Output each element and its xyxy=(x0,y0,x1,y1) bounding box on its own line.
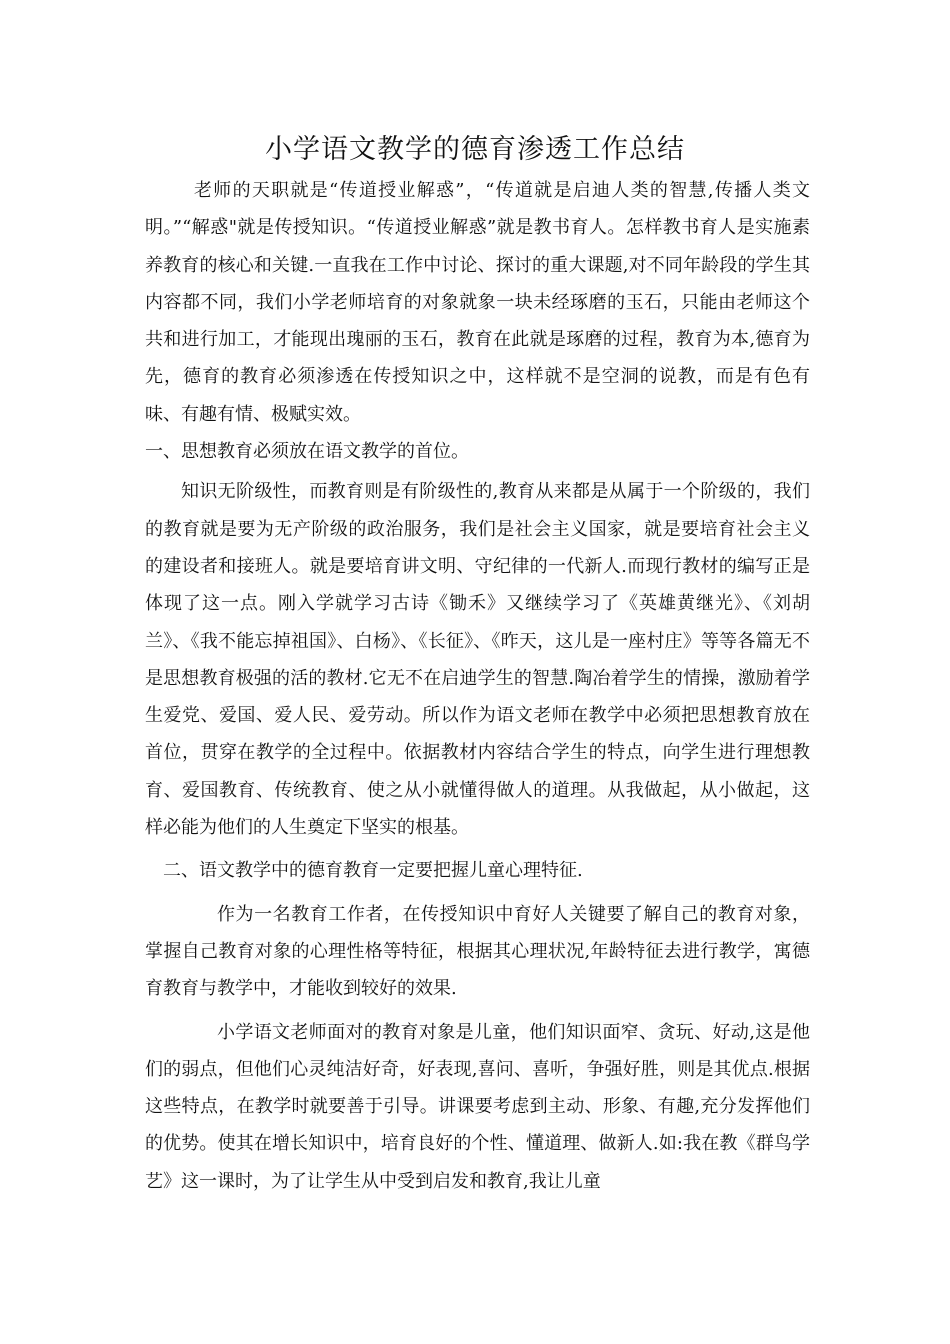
paragraph-section-2a: 作为一名教育工作者，在传授知识中育好人关键要了解自己的教育对象，掌握自己教育对象的心理性格等特征，根据其心理状况,年龄特征去进行教学，寓德育教育与教学中，才能收到较好的效果. xyxy=(145,903,810,1000)
document-title: 小学语文教学的德育渗透工作总结 xyxy=(265,134,685,165)
paragraph-intro: 老师的天职就是“传道授业解惑”，“传道就是启迪人类的智慧,传播人类文明。”“解惑"就是传授知识。“传道授业解惑”就是教书育人。怎样教书育人是实施素养教育的核心和关键.一直我在工作中讨论、探讨的重大课题,对不同年龄段的学生其内容都不同，我们小学老师培育的对象就象一块未经琢磨的玉石，只能由老师这个共和进行加工，才能现出瑰丽的玉石，教育在此就是琢磨的过程，教育为本,德育为先，德育的教育必须渗透在传授知识之中，这样就不是空洞的说教，而是有色有味、有趣有情、极赋实效。 xyxy=(145,180,810,425)
paragraph-section-2b: 小学语文老师面对的教育对象是儿童，他们知识面窄、贪玩、好动,这是他们的弱点，但他们心灵纯洁好奇，好表现,喜问、喜听，争强好胜，则是其优点.根据这些特点，在教学时就要善于引导。讲课要考虑到主动、形象、有趣,充分发挥他们的优势。使其在增长知识中，培育良好的个性、懂道理、做新人.如:我在教《群鸟学艺》这一课时，为了让学生从中受到启发和教育,我让儿童 xyxy=(145,1021,810,1192)
section-heading-1: 一、思想教育必须放在语文教学的首位。 xyxy=(145,441,469,463)
document-body xyxy=(145,172,810,1200)
section-heading-2: 二、语文教学中的德育教育一定要把握儿童心理特征. xyxy=(163,860,583,882)
paragraph-section-1: 知识无阶级性，而教育则是有阶级性的,教育从来都是从属于一个阶级的，我们的教育就是要为无产阶级的政治服务，我们是社会主义国家，就是要培育社会主义的建设者和接班人。就是要培育讲文明、守纪律的一代新人.而现行教材的编写正是体现了这一点。刚入学就学习古诗《锄禾》又继续学习了《英雄黄继光》、《刘胡兰》、《我不能忘掉祖国》、白杨》、《长征》、《昨天，这儿是一座村庄》等等各篇无不是思想教育极强的活的教材.它无不在启迪学生的智慧.陶冶着学生的情操，激励着学生爱党、爱国、爱人民、爱劳动。所以作为语文老师在教学中必须把思想教育放在首位，贯穿在教学的全过程中。依据教材内容结合学生的特点，向学生进行理想教育、爱国教育、传统教育、使之从小就懂得做人的道理。从我做起，从小做起，这样必能为他们的人生奠定下坚实的根基。 xyxy=(145,481,810,839)
